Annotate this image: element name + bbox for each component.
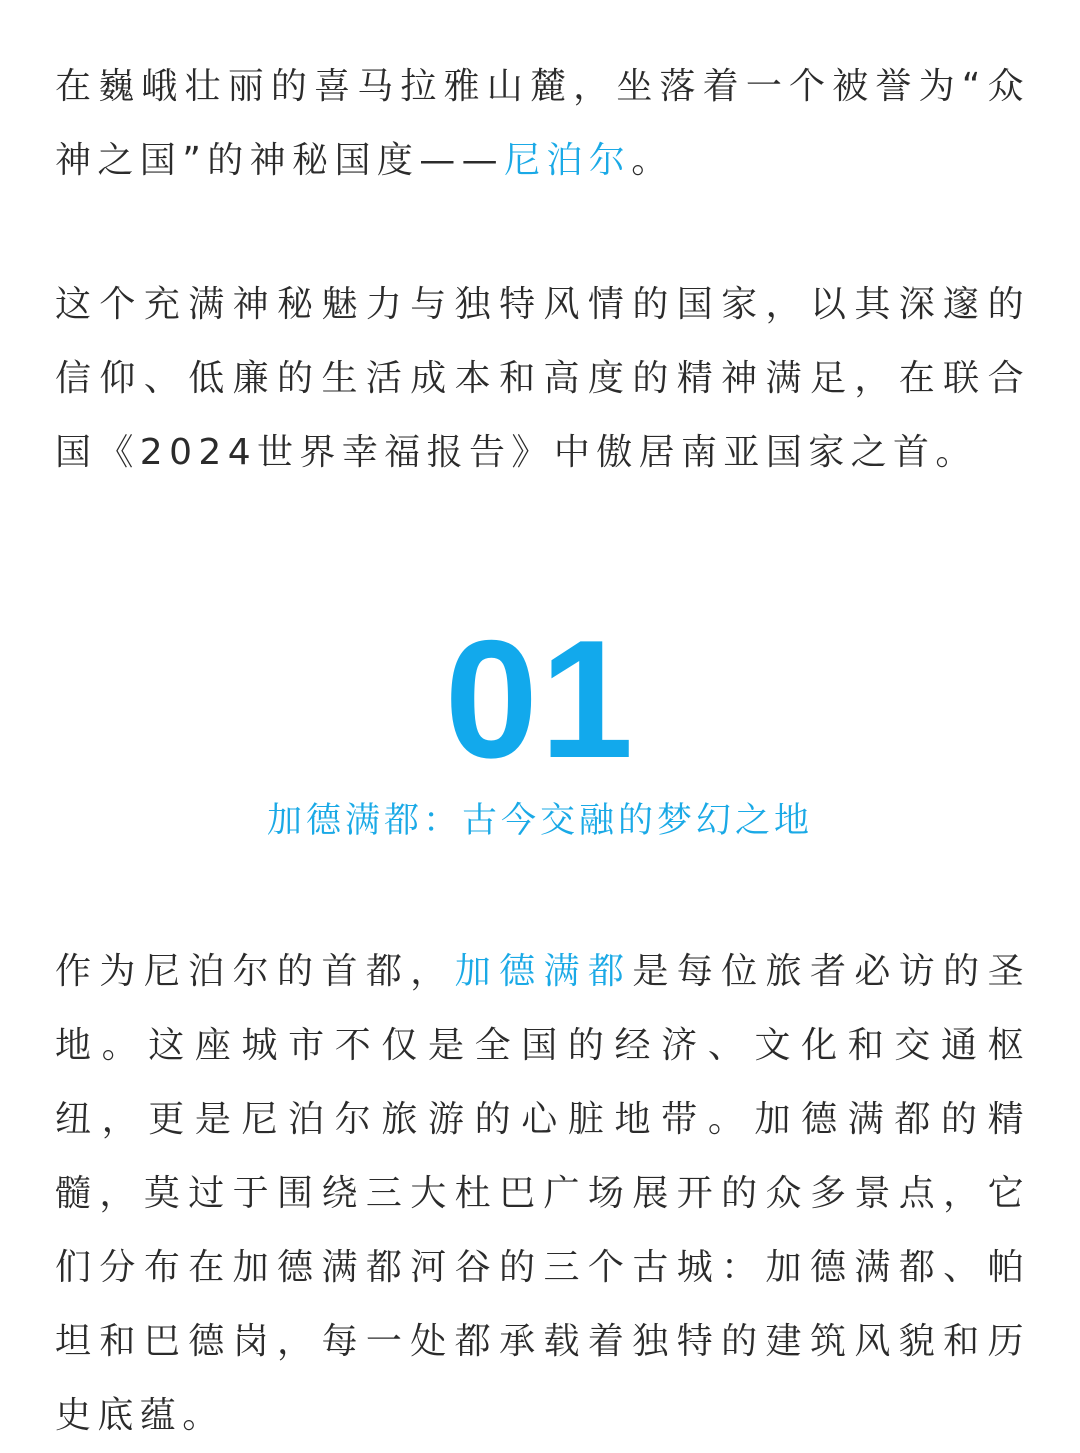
section-text-after: 是每位旅者必访的圣地。这座城市不仅是全国的经济、文化和交通枢纽，更是尼泊尔旅游的心脏地带。加德满都的精髓，莫过于围绕三大杜巴广场展开的众多景点，它们分布在加德满都河谷的三个古城：加德满都、帕坦和巴德岗，每一处都承载着独特的建筑风貌和历史底蕴。 — [55, 951, 1030, 1436]
section-text-before: 作为尼泊尔的首都， — [55, 951, 455, 992]
intro-paragraph-1 — [55, 50, 1030, 198]
nepal-highlight: 尼泊尔 — [504, 140, 632, 181]
intro-text-after: 。 — [631, 140, 674, 181]
intro-text-before: 在巍峨壮丽的喜马拉雅山麓，坐落着一个被誉为“众神之国”的神秘国度—— — [55, 66, 1030, 181]
section-paragraph — [55, 935, 1030, 1453]
section-number: 01 — [444, 605, 636, 793]
section-title: 加德满都：古今交融的梦幻之地 — [266, 801, 813, 841]
kathmandu-highlight: 加德满都 — [454, 951, 633, 992]
intro-paragraph-2: 这个充满神秘魅力与独特风情的国家，以其深邃的信仰、低廉的生活成本和高度的精神满足，在联合国《2024世界幸福报告》中傲居南亚国家之首。 — [55, 284, 1030, 473]
